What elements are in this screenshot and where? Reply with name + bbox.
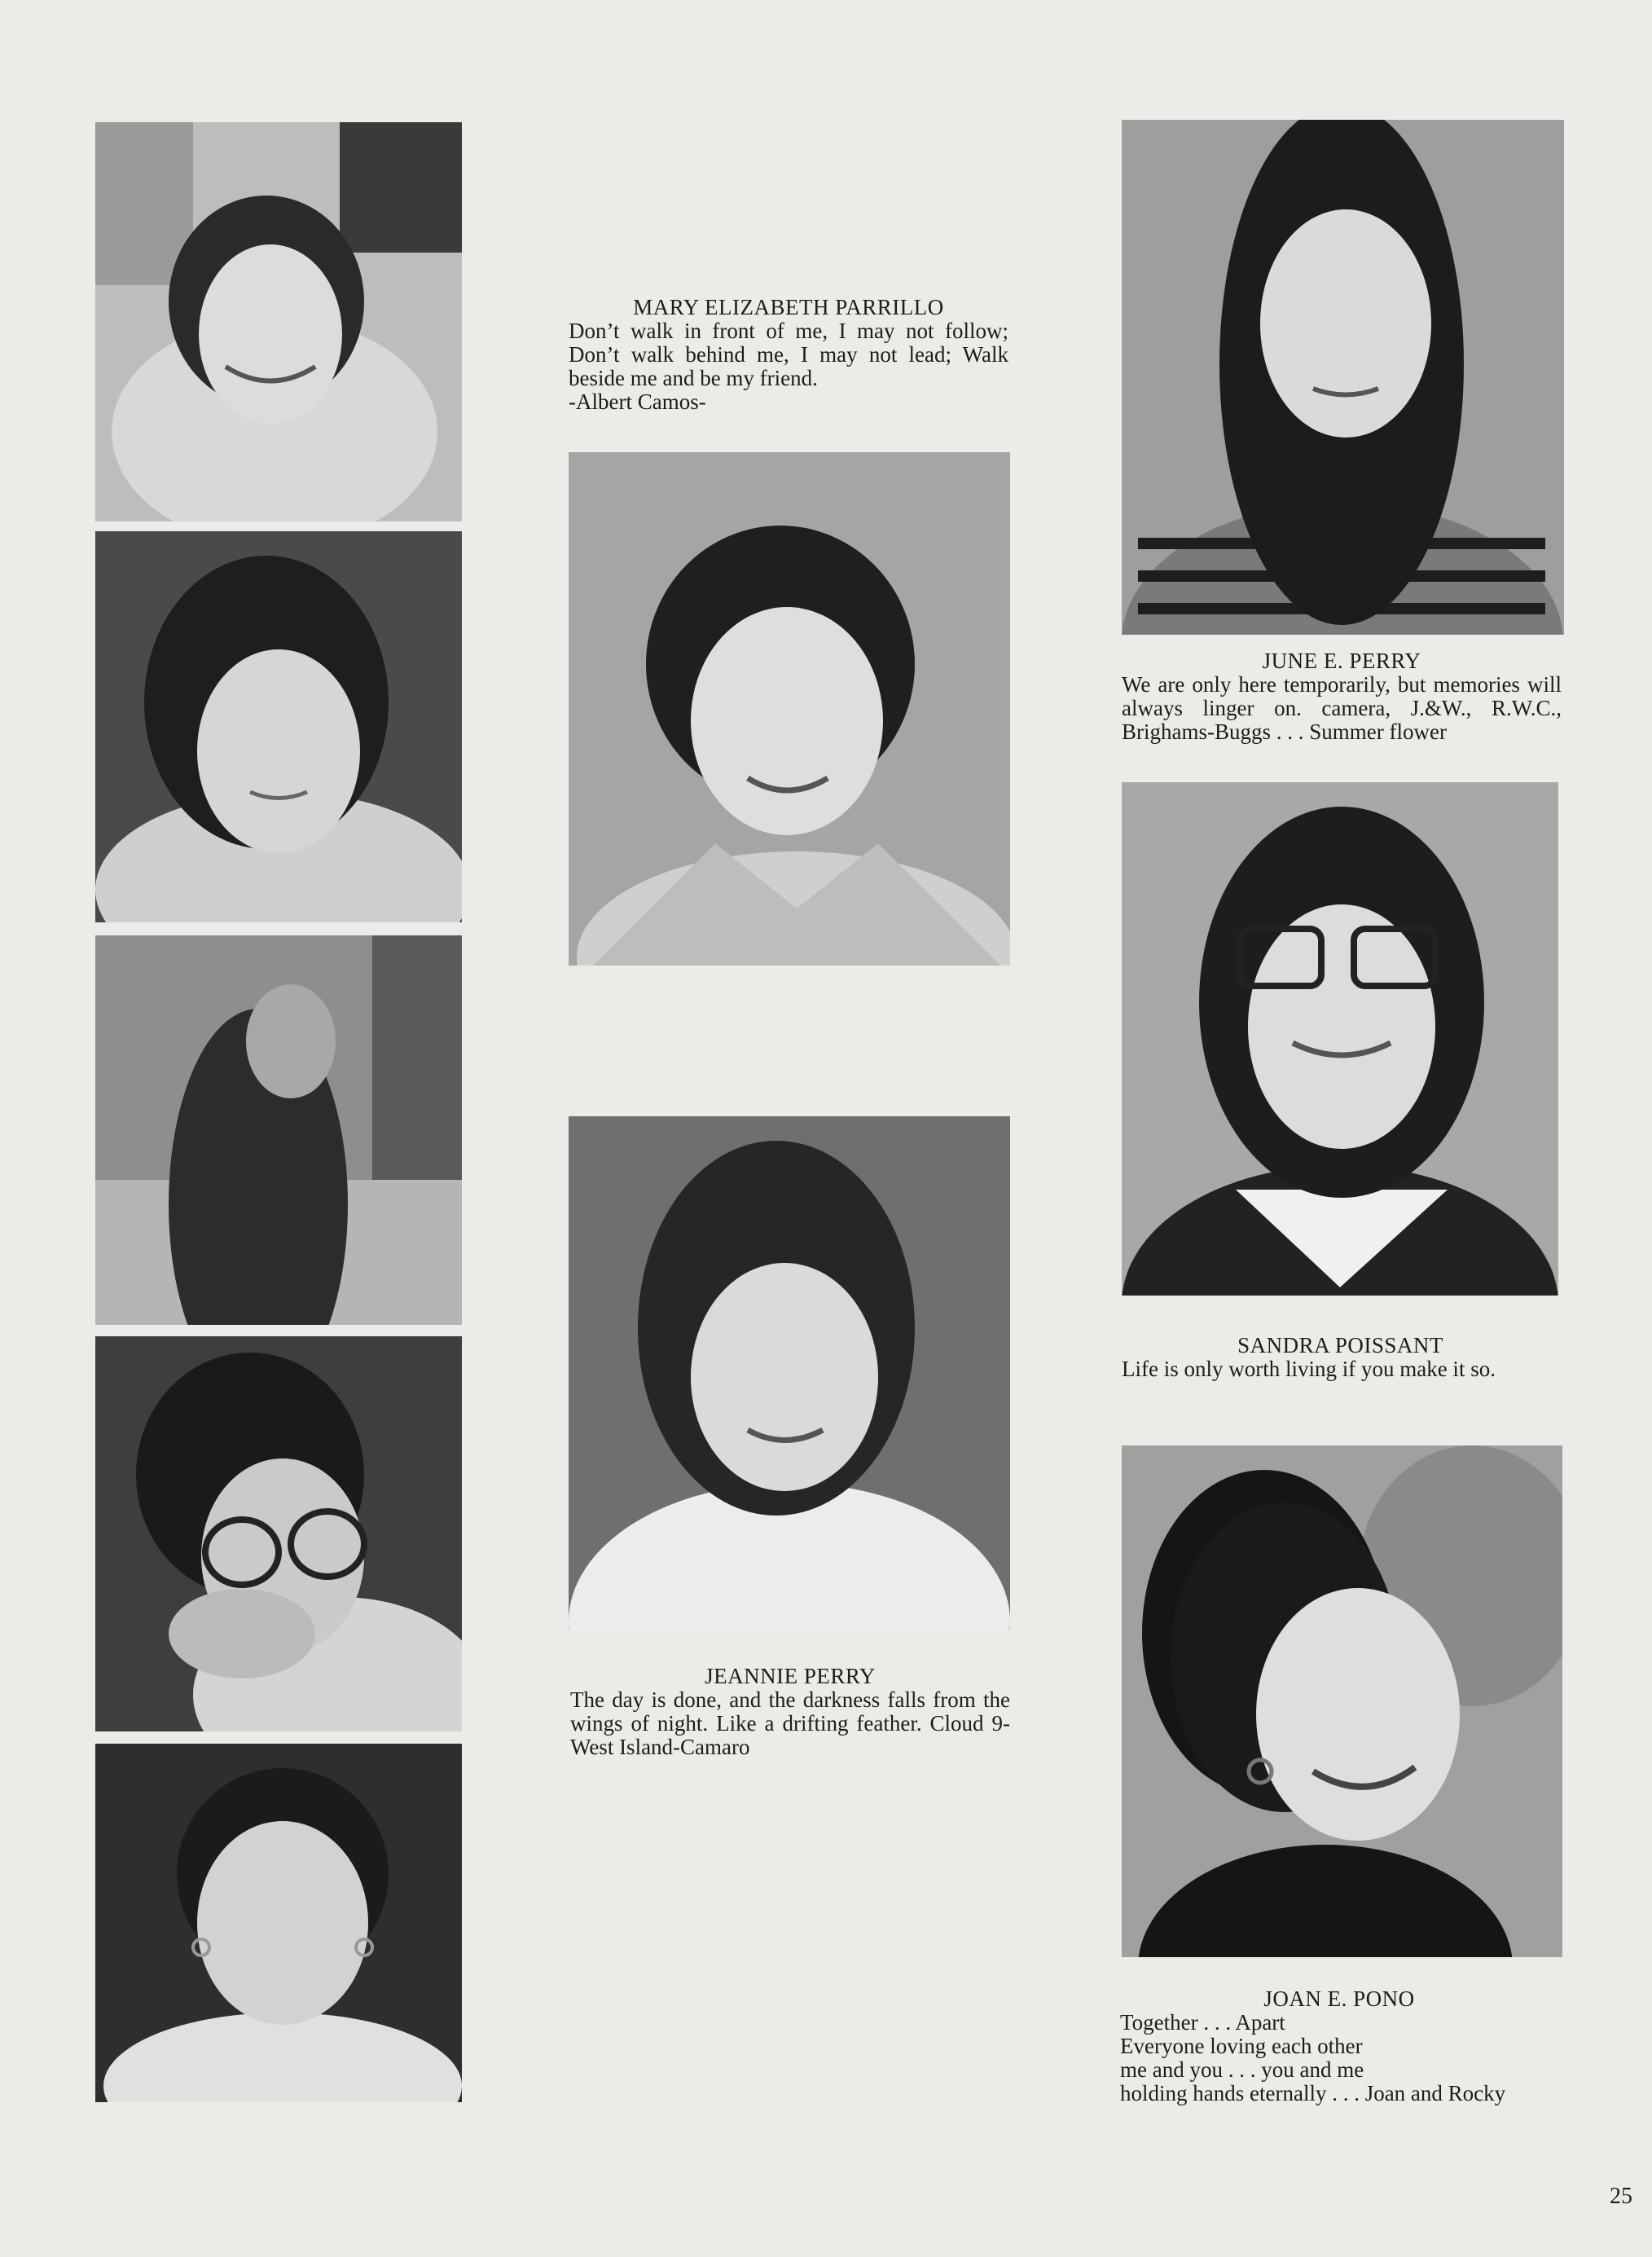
candid-photo-2: [95, 531, 462, 922]
quote-attribution: -Albert Camos-: [569, 389, 706, 414]
quote-line: Together . . . Apart: [1120, 2010, 1285, 2035]
portrait-sandra-poissant: [1122, 782, 1558, 1296]
student-quote: Life is only worth living if you make it so.: [1122, 1357, 1496, 1381]
portrait-june-perry: [1122, 120, 1564, 635]
candid-photo-3: [95, 935, 462, 1325]
student-name: JEANNIE PERRY: [705, 1664, 876, 1688]
student-name: MARY ELIZABETH PARRILLO: [633, 295, 944, 319]
portrait-jeannie-perry: [569, 1116, 1010, 1630]
student-name: JUNE E. PERRY: [1262, 649, 1421, 673]
entry-june-perry: [1122, 649, 1562, 744]
portrait-parrillo: [569, 452, 1010, 966]
candid-photo-5: [95, 1744, 462, 2102]
student-name: JOAN E. PONO: [1263, 1986, 1415, 2011]
student-name: SANDRA POISSANT: [1237, 1333, 1443, 1357]
quote-line: me and you . . . you and me: [1120, 2057, 1364, 2082]
quote-line: Everyone loving each other: [1120, 2034, 1363, 2058]
entry-jeannie-perry: [570, 1665, 1010, 1759]
student-quote: Don’t walk in front of me, I may not follow; Don’t walk behind me, I may not lead; Walk beside me and be my friend.: [569, 319, 1008, 390]
candid-photo-4: [95, 1336, 462, 1731]
student-quote: We are only here temporarily, but memories will always linger on. camera, J.&W., R.W.C., Brighams-Buggs . . . Summer flower: [1122, 672, 1562, 744]
page-number: 25: [1610, 2184, 1632, 2209]
entry-parrillo: [569, 296, 1008, 414]
candid-photo-1: [95, 122, 462, 521]
entry-sandra-poissant: [1122, 1334, 1559, 1381]
quote-line: holding hands eternally . . . Joan and Rocky: [1120, 2081, 1506, 2105]
portrait-joan-pono: [1122, 1445, 1562, 1957]
student-quote: The day is done, and the darkness falls from the wings of night. Like a drifting feather. Cloud 9-West Island-Camaro: [570, 1687, 1010, 1759]
entry-joan-pono: [1120, 1987, 1558, 2105]
